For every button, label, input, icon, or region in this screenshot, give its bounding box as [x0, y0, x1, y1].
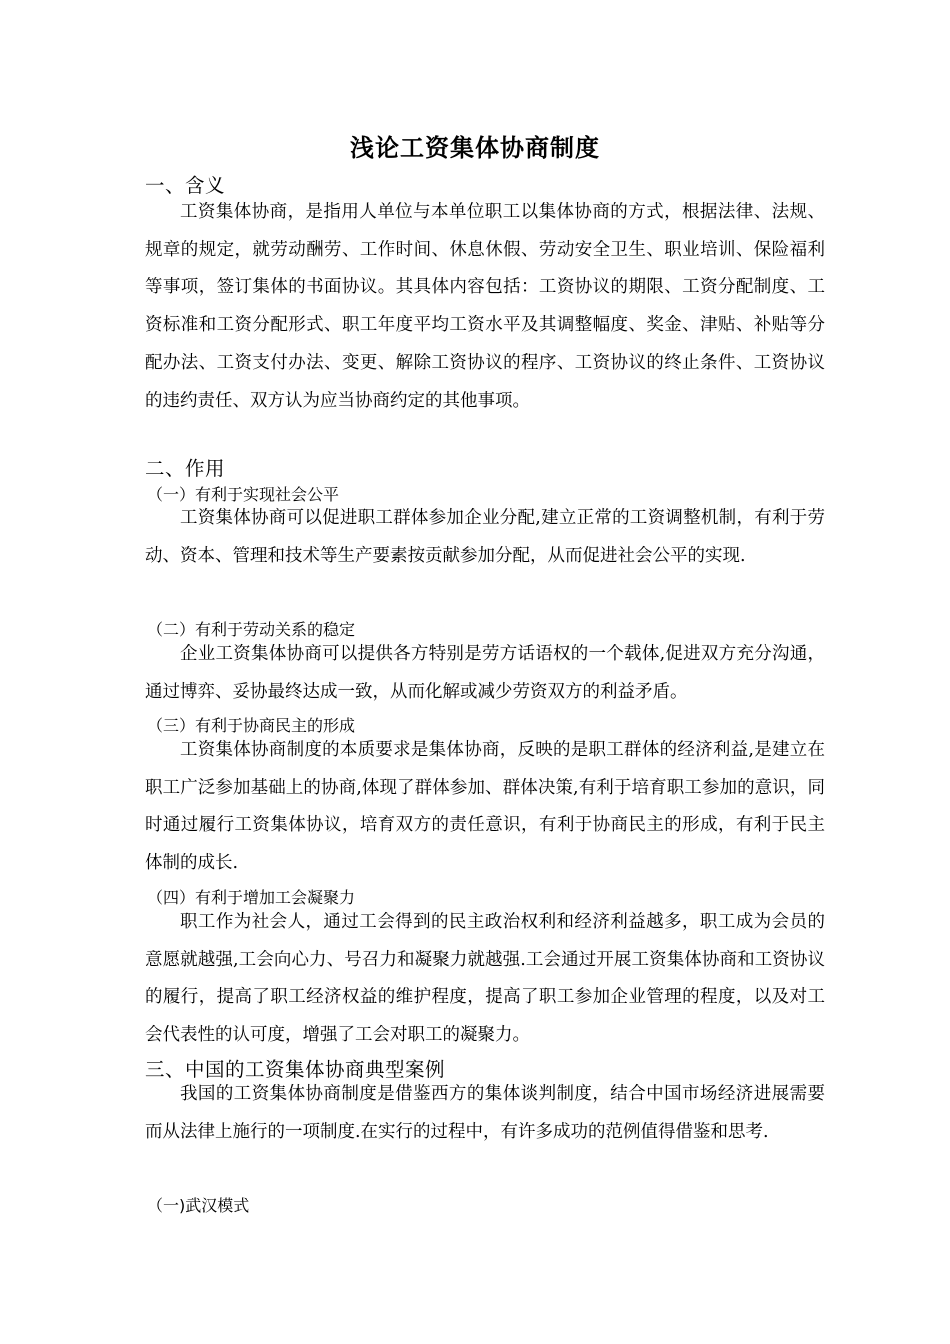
document-title: 浅论工资集体协商制度	[350, 133, 600, 162]
section-heading-role: 二、作用	[145, 457, 226, 480]
paragraph-cases-intro: 我国的工资集体协商制度是借鉴西方的集体谈判制度，结合中国市场经济进展需要而从法律上施行的一项制度.在实行的过程中，有许多成功的范例值得借鉴和思考.	[145, 1084, 825, 1142]
paragraph-union-cohesion: 职工作为社会人，通过工会得到的民主政治权利和经济利益越多，职工成为会员的意愿就越强,工会向心力、号召力和凝聚力就越强.工会通过开展工资集体协商和工资协议的履行，提高了职工经济权益的维护程度，提高了职工参加企业管理的程度，以及对工会代表性的认可度，增强了工会对职工的凝聚力。	[145, 912, 825, 1046]
subsection-heading-consultative-democracy: （三）有利于协商民主的形成	[147, 716, 356, 735]
subsection-heading-labor-stability: （二）有利于劳动关系的稳定	[147, 620, 356, 639]
paragraph-social-fairness: 工资集体协商可以促进职工群体参加企业分配,建立正常的工资调整机制，有利于劳动、资本、管理和技术等生产要素按贡献参加分配，从而促进社会公平的实现.	[145, 508, 825, 566]
section-heading-cases: 三、中国的工资集体协商典型案例	[145, 1058, 446, 1081]
section-heading-meaning: 一、含义	[145, 174, 226, 197]
subsection-heading-wuhan-model: （一)武汉模式	[147, 1196, 250, 1215]
subsection-heading-social-fairness: （一）有利于实现社会公平	[147, 485, 340, 504]
paragraph-consultative-democracy: 工资集体协商制度的本质要求是集体协商，反映的是职工群体的经济利益,是建立在职工广泛参加基础上的协商,体现了群体参加、群体决策,有利于培育职工参加的意识，同时通过履行工资集体协议，培育双方的责任意识，有利于协商民主的形成，有利于民主体制的成长.	[145, 740, 825, 874]
paragraph-meaning: 工资集体协商，是指用人单位与本单位职工以集体协商的方式，根据法律、法规、规章的规定，就劳动酬劳、工作时间、休息休假、劳动安全卫生、职业培训、保险福利等事项，签订集体的书面协议。其具体内容包括：工资协议的期限、工资分配制度、工资标准和工资分配形式、职工年度平均工资水平及其调整幅度、奖金、津贴、补贴等分配办法、工资支付办法、变更、解除工资协议的程序、工资协议的终止条件、工资协议的违约责任、双方认为应当协商约定的其他事项。	[145, 202, 825, 411]
paragraph-labor-stability: 企业工资集体协商可以提供各方特别是劳方话语权的一个载体,促进双方充分沟通，通过博弈、妥协最终达成一致，从而化解或减少劳资双方的利益矛盾。	[145, 644, 825, 702]
subsection-heading-union-cohesion: （四）有利于增加工会凝聚力	[147, 888, 356, 907]
